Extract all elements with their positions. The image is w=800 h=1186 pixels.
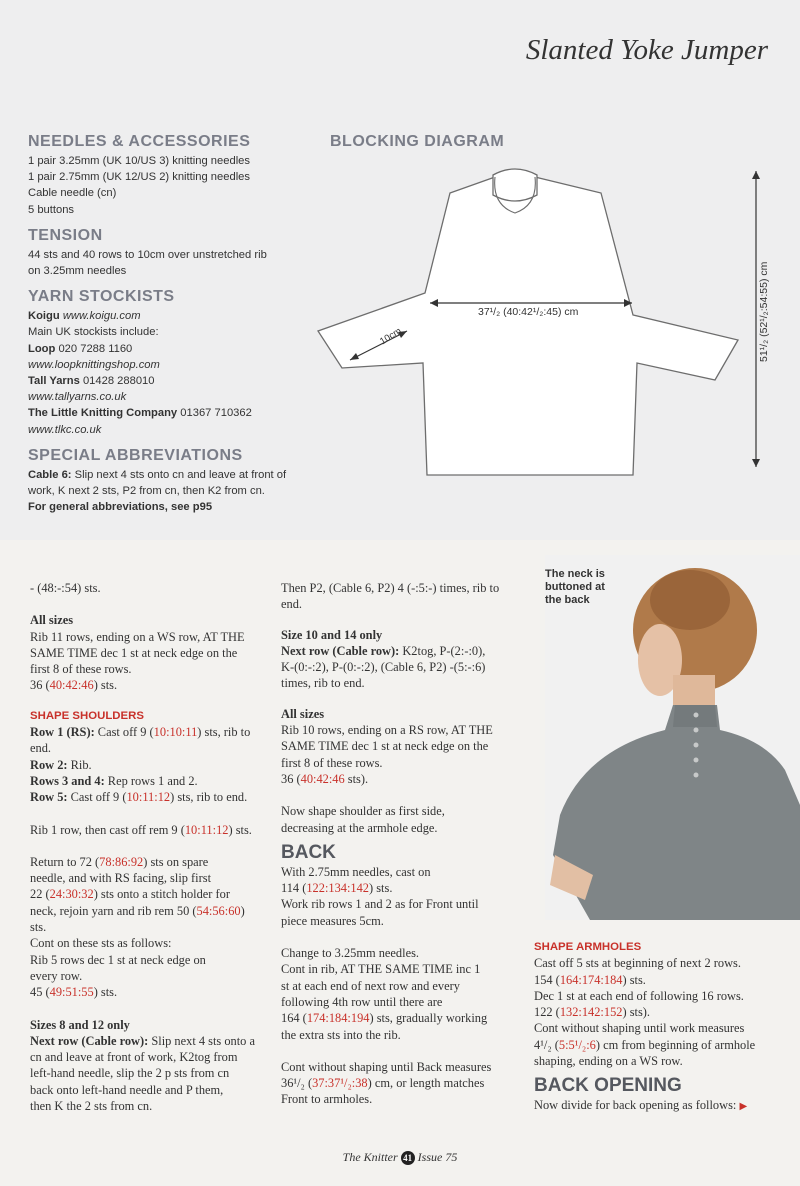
shape-armholes-heading: SHAPE ARMHOLES xyxy=(534,941,642,953)
subheading: All sizes xyxy=(30,613,74,628)
row-label: Next row (Cable row): xyxy=(281,643,400,658)
text-line: back onto left-hand needle and P them, xyxy=(30,1082,224,1097)
photo-caption xyxy=(545,568,605,607)
abbrev-line: work, K next 2 sts, P2 from cn, then K2 from cn. xyxy=(28,485,265,498)
text: Now divide for back opening as follows: xyxy=(534,1098,737,1113)
size-values: 37:37¹/₂:38 xyxy=(312,1076,368,1091)
size-values: 122:134:142 xyxy=(306,881,370,896)
text-line: - (48:-:54) sts. xyxy=(30,581,101,595)
text: ) sts on spare xyxy=(143,854,209,869)
text: Return to 72 ( xyxy=(30,854,100,869)
text-line: Work rib rows 1 and 2 as for Front until xyxy=(281,897,479,912)
text-line: Then P2, (Cable 6, P2) 4 (-:5:-) times, rib to xyxy=(281,581,500,595)
tension-heading: TENSION xyxy=(28,226,103,244)
pattern-column-1 xyxy=(30,580,270,1114)
pattern-column-3 xyxy=(534,939,794,1116)
size-values: 164:174:184 xyxy=(559,972,623,987)
size-values: 40:42:46 xyxy=(49,678,94,693)
stockist-name: The Little Knitting Company xyxy=(28,407,178,420)
hair-bun xyxy=(650,570,730,630)
info-column xyxy=(28,133,318,515)
stockist-phone: 020 7288 1160 xyxy=(58,342,133,355)
text: 36 ( xyxy=(281,771,301,786)
subheading: Size 10 and 14 only xyxy=(281,627,383,642)
text: ) sts). xyxy=(622,1005,651,1020)
text: 22 ( xyxy=(30,887,50,902)
caption-line: the back xyxy=(545,594,590,606)
row-label: Row 5: xyxy=(30,790,68,805)
text-line: every row. xyxy=(30,968,83,983)
text: neck, rejoin yarn and rib rem 50 ( xyxy=(30,903,197,918)
stockist-name: Tall Yarns xyxy=(28,375,80,388)
text-line: Dec 1 st at each end of following 16 rows. xyxy=(534,988,744,1003)
text-line: Cont without shaping until Back measures xyxy=(281,1059,492,1074)
button xyxy=(694,728,699,733)
size-values: 78:86:92 xyxy=(99,854,144,869)
stockists-heading: YARN STOCKISTS xyxy=(28,288,175,306)
shape-shoulders-heading: SHAPE SHOULDERS xyxy=(30,709,144,722)
text-line: first 8 of these rows. xyxy=(30,662,132,677)
length-label: 51¹/₂ (52¹/₂:54:55) cm xyxy=(758,261,770,362)
text: ) sts. xyxy=(228,822,252,837)
page-footer xyxy=(0,1150,800,1165)
sleeve-label: 10cm xyxy=(378,325,404,348)
button xyxy=(694,773,699,778)
needles-heading: NEEDLES & ACCESSORIES xyxy=(28,133,251,150)
caption-line: buttoned at xyxy=(545,581,605,593)
page-title: Slanted Yoke Jumper xyxy=(525,34,768,66)
pattern-column-2 xyxy=(281,580,531,1108)
text: 4¹/₂ ( xyxy=(534,1037,559,1052)
button xyxy=(694,758,699,763)
text-line: SAME TIME dec 1 st at neck edge on the xyxy=(281,739,489,754)
needles-line: Cable needle (cn) xyxy=(28,187,117,200)
text: sts). xyxy=(344,771,369,786)
text-line: Rib 10 rows, ending on a RS row, AT THE xyxy=(281,723,493,738)
text: K2tog, P-(2:-:0), xyxy=(399,643,486,658)
abbrev-heading: SPECIAL ABBREVIATIONS xyxy=(28,446,243,464)
text: ) cm from beginning of armhole xyxy=(595,1037,756,1052)
text-line: SAME TIME dec 1 st at neck edge on the xyxy=(30,645,238,660)
text: Rib 1 row, then cast off rem 9 ( xyxy=(30,822,185,837)
width-label: 37¹/₂ (40:42¹/₂:45) cm xyxy=(478,306,579,318)
text: Cast off 9 ( xyxy=(94,725,154,740)
text: 36¹/₂ ( xyxy=(281,1076,313,1091)
size-values: 54:56:60 xyxy=(196,903,241,918)
text-line: first 8 of these rows. xyxy=(281,755,383,770)
arrow-head xyxy=(752,459,760,467)
text: Rep rows 1 and 2. xyxy=(104,773,198,788)
size-values: 5:5¹/₂:6 xyxy=(558,1037,596,1052)
text: 36 ( xyxy=(30,678,50,693)
text-line: Cast off 5 sts at beginning of next 2 rows. xyxy=(534,956,741,971)
abbrev-line: Slip next 4 sts onto cn and leave at front of xyxy=(74,468,287,481)
text-line: Now shape shoulder as first side, xyxy=(281,804,445,819)
text-line: following 4th row until there are xyxy=(281,994,443,1009)
button xyxy=(694,743,699,748)
text-line: Change to 3.25mm needles. xyxy=(281,946,419,961)
button xyxy=(694,713,699,718)
back-opening-heading: BACK OPENING xyxy=(534,1075,682,1097)
continue-arrow-icon: ▶ xyxy=(739,1101,748,1113)
text-line: left-hand needle, slip the 2 p sts from cn xyxy=(30,1066,230,1081)
text: ) sts, rib to xyxy=(197,725,251,740)
size-values: 132:142:152 xyxy=(559,1005,623,1020)
tension-line: 44 sts and 40 rows to 10cm over unstretched rib xyxy=(28,248,267,261)
blocking-diagram xyxy=(310,155,790,490)
arrow-head xyxy=(752,171,760,179)
text-line: times, rib to end. xyxy=(281,676,365,691)
text-line: end. xyxy=(30,741,51,756)
row-label: Row 1 (RS): xyxy=(30,725,95,740)
subheading: Sizes 8 and 12 only xyxy=(30,1017,130,1032)
text-line: Rib 11 rows, ending on a WS row, AT THE xyxy=(30,629,245,644)
tension-text xyxy=(28,247,318,279)
text-line: Front to armholes. xyxy=(281,1092,373,1107)
needles-line: 1 pair 3.25mm (UK 10/US 3) knitting needles xyxy=(28,155,250,167)
text-line: Cont without shaping until work measures xyxy=(534,1021,745,1036)
needles-list xyxy=(28,153,318,218)
caption-line: The neck is xyxy=(545,568,605,580)
row-label: Rows 3 and 4: xyxy=(30,773,105,788)
text: ) sts. xyxy=(622,972,646,987)
text: ) cm, or length matches xyxy=(367,1076,485,1091)
stockist-url: www.koigu.com xyxy=(62,310,141,323)
text: 45 ( xyxy=(30,985,50,1000)
text: ) sts. xyxy=(369,881,393,896)
size-values: 10:10:11 xyxy=(153,725,198,740)
text-line: Cont in rib, AT THE SAME TIME inc 1 xyxy=(281,962,481,977)
model-photo xyxy=(545,555,800,920)
size-values: 24:30:32 xyxy=(49,887,94,902)
text: ) sts, gradually working xyxy=(369,1011,488,1026)
sweater xyxy=(553,705,800,920)
stockists-intro: Main UK stockists include: xyxy=(28,326,159,339)
text: 164 ( xyxy=(281,1011,307,1026)
text: ) xyxy=(240,903,245,918)
stockist-url: www.tlkc.co.uk xyxy=(28,423,102,436)
text-line: st at each end of next row and every xyxy=(281,978,460,993)
size-values: 10:11:12 xyxy=(184,822,229,837)
text: 154 ( xyxy=(534,972,560,987)
sweater-outline xyxy=(318,172,738,475)
text-line: then K the 2 sts from cn. xyxy=(30,1099,153,1114)
text-line: cn and leave at front of work, K2tog from xyxy=(30,1050,238,1065)
page-number: 41 xyxy=(401,1151,415,1165)
needles-line: 1 pair 2.75mm (UK 12/US 2) knitting needles xyxy=(28,171,250,184)
abbrev-text xyxy=(28,467,318,516)
text-line: end. xyxy=(281,597,302,612)
model-illustration xyxy=(545,555,800,920)
size-values: 174:184:194 xyxy=(306,1011,370,1026)
text-line: the extra sts into the rib. xyxy=(281,1027,401,1042)
stockist-phone: 01367 710362 xyxy=(180,407,252,420)
text: Rib. xyxy=(67,757,92,772)
text-line: Cont on these sts as follows: xyxy=(30,936,172,951)
stockist-name: Koigu xyxy=(28,310,60,323)
text: Cast off 9 ( xyxy=(67,790,127,805)
subheading: All sizes xyxy=(281,706,325,721)
size-values: 10:11:12 xyxy=(126,790,171,805)
text-line: sts. xyxy=(30,920,47,935)
text: ) sts onto a stitch holder for xyxy=(93,887,230,902)
needles-line: 5 buttons xyxy=(28,203,75,216)
stockist-name: Loop xyxy=(28,342,56,355)
row-label: Next row (Cable row): xyxy=(30,1033,149,1048)
text: 114 ( xyxy=(281,881,307,896)
size-values: 49:51:55 xyxy=(49,985,94,1000)
text: 122 ( xyxy=(534,1005,560,1020)
row-label: Row 2: xyxy=(30,757,68,772)
abbrev-term: Cable 6: xyxy=(28,468,72,481)
text: ) sts, rib to end. xyxy=(170,790,248,805)
magazine-name: The Knitter xyxy=(342,1150,398,1164)
stockists-list xyxy=(28,308,318,438)
collar-outline xyxy=(493,169,537,201)
text-line: Rib 5 rows dec 1 st at neck edge on xyxy=(30,952,206,967)
text: ) sts. xyxy=(93,678,118,693)
text-line: needle, and with RS facing, slip first xyxy=(30,871,212,886)
general-abbrev-link: For general abbreviations, see p95 xyxy=(28,501,213,514)
text-line: shaping, ending on a WS row. xyxy=(534,1054,683,1069)
stockist-url: www.tallyarns.co.uk xyxy=(28,391,127,404)
diagram-heading: BLOCKING DIAGRAM xyxy=(330,133,505,150)
issue-number: Issue 75 xyxy=(417,1150,458,1164)
tension-line: on 3.25mm needles xyxy=(28,265,127,278)
text-line: decreasing at the armhole edge. xyxy=(281,820,438,835)
text-line: With 2.75mm needles, cast on xyxy=(281,864,431,879)
text: ) sts. xyxy=(93,985,118,1000)
stockist-phone: 01428 288010 xyxy=(82,375,155,388)
text-line: K-(0:-:2), P-(0:-:2), (Cable 6, P2) -(5:-:6) xyxy=(281,660,486,675)
size-values: 40:42:46 xyxy=(300,771,345,786)
text-line: piece measures 5cm. xyxy=(281,913,384,928)
stockist-url: www.loopknittingshop.com xyxy=(28,358,160,371)
back-heading: BACK xyxy=(281,841,336,863)
text: Slip next 4 sts onto a xyxy=(148,1033,255,1048)
